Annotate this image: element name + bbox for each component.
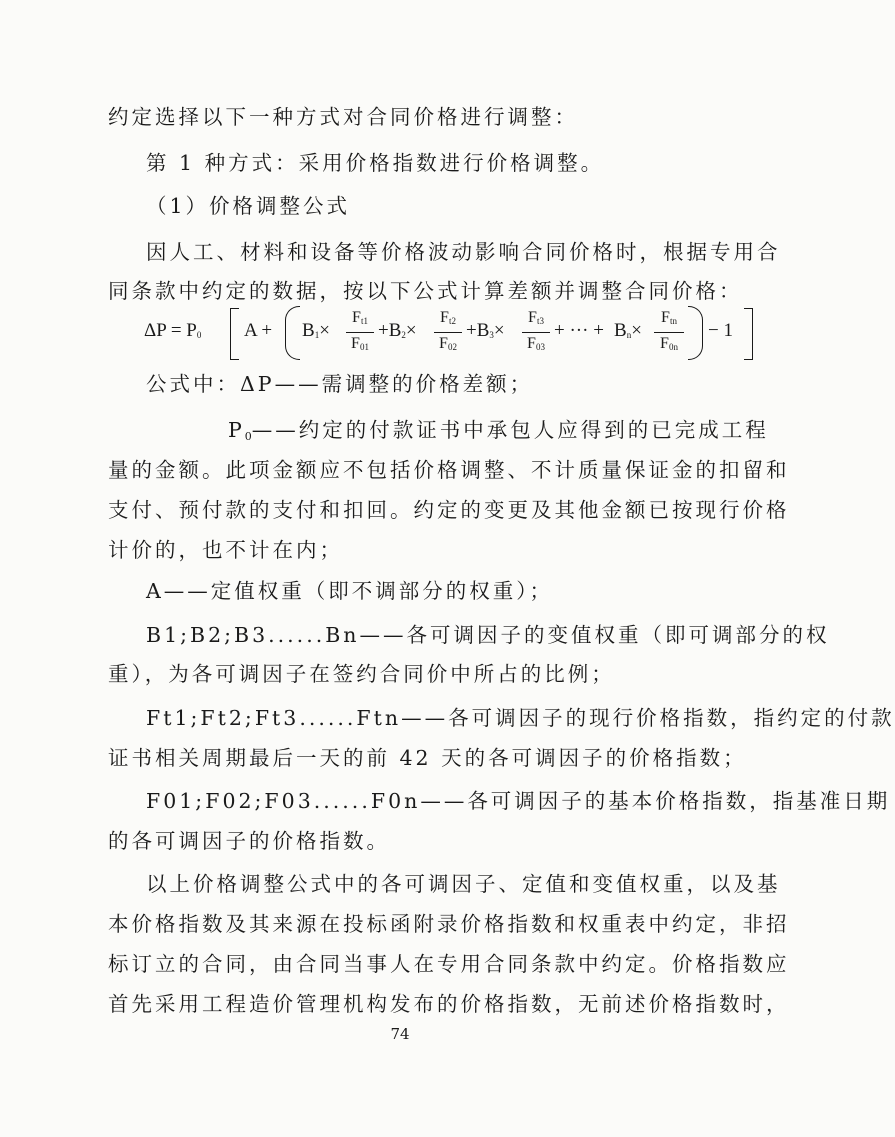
fraction-1: Ft1 F01 <box>346 308 374 357</box>
paragraph-line: F01;F02;F03......F0n——各可调因子的基本价格指数，指基准日期 <box>146 789 891 813</box>
formula-ellipsis: + ··· + <box>554 320 604 341</box>
paragraph-line: 计价的，也不计在内； <box>108 538 343 562</box>
paragraph-line: 支付、预付款的支付和扣回。约定的变更及其他金额已按现行价格 <box>108 498 790 522</box>
paragraph-line: 的各可调因子的价格指数。 <box>108 829 390 853</box>
formula-minus-one: − 1 <box>708 320 733 341</box>
paragraph-line: 标订立的合同，由合同当事人在专用合同条款中约定。价格指数应 <box>108 952 790 976</box>
right-bracket <box>744 308 753 360</box>
formula-a: A + <box>244 320 273 341</box>
paragraph-line: A——定值权重（即不调部分的权重）； <box>146 579 554 603</box>
formula-lhs: ΔP = P0 <box>144 320 202 341</box>
paragraph-line: 同条款中约定的数据，按以下公式计算差额并调整合同价格： <box>108 279 743 303</box>
fraction-3: Ft3 F03 <box>522 308 550 357</box>
paragraph-line: 以上价格调整公式中的各可调因子、定值和变值权重，以及基 <box>146 872 781 896</box>
paragraph-line: 重），为各可调因子在签约合同价中所占的比例； <box>108 662 615 686</box>
paragraph-line: 公式中：ΔP——需调整的价格差额； <box>146 372 534 396</box>
formula-bn: Bn× <box>614 320 642 341</box>
paragraph-line: 证书相关周期最后一天的前 42 天的各可调因子的价格指数； <box>108 746 747 770</box>
left-paren <box>285 306 300 360</box>
formula-b2: +B2× <box>378 320 417 341</box>
paragraph-line: 约定选择以下一种方式对合同价格进行调整： <box>108 105 578 129</box>
paragraph-line: （1）价格调整公式 <box>146 194 351 218</box>
paragraph-line: 第 1 种方式：采用价格指数进行价格调整。 <box>146 151 605 175</box>
left-bracket <box>230 308 239 360</box>
page-number: 74 <box>390 1025 410 1043</box>
fraction-n: Ftn F0n <box>654 308 684 357</box>
fraction-2: Ft2 F02 <box>434 308 462 357</box>
paragraph-line: 量的金额。此项金额应不包括价格调整、不计质量保证金的扣留和 <box>108 458 790 482</box>
paragraph-line: 首先采用工程造价管理机构发布的价格指数，无前述价格指数时， <box>108 992 790 1016</box>
paragraph-line: 本价格指数及其来源在投标函附录价格指数和权重表中约定，非招 <box>108 912 790 936</box>
paragraph-line: Ft1;Ft2;Ft3......Ftn——各可调因子的现行价格指数，指约定的付款 <box>146 706 895 730</box>
right-paren <box>688 306 703 360</box>
price-adjustment-formula <box>140 306 678 362</box>
formula-b1: B1× <box>302 320 330 341</box>
paragraph-line: B1;B2;B3......Bn——各可调因子的变值权重（即可调部分的权 <box>146 623 830 647</box>
paragraph-line: 因人工、材料和设备等价格波动影响合同价格时，根据专用合 <box>146 240 781 264</box>
paragraph-line: $P_0——$约定的付款证书中承包人应得到的已完成工程 <box>228 418 769 443</box>
formula-b3: +B3× <box>466 320 505 341</box>
